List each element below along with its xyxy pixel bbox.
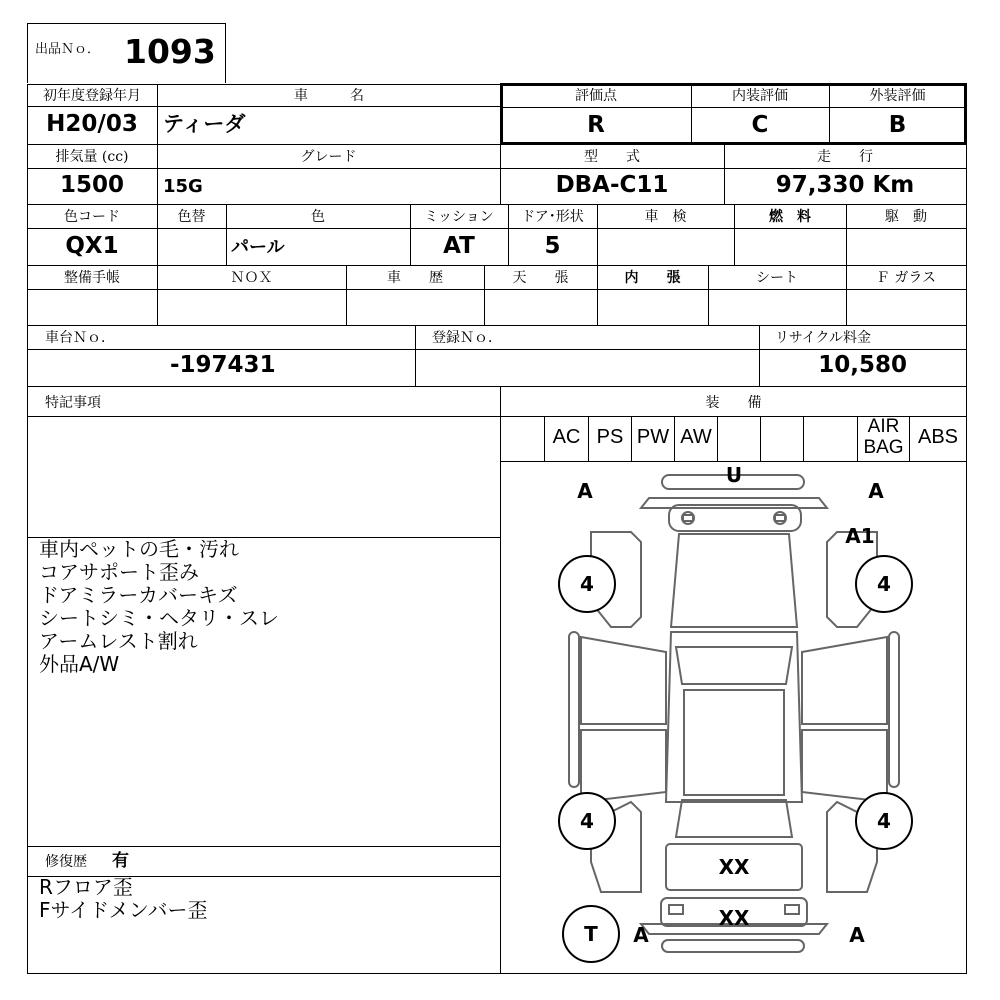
mark-trunk-xx: XX — [718, 855, 750, 879]
displacement-value: 1500 — [59, 172, 124, 198]
car-name-label: 車 名 — [294, 88, 364, 104]
equipment-pw: PW — [636, 426, 670, 448]
equipment-ac: AC — [552, 426, 581, 448]
note-line: 車内ペットの毛・汚れ — [39, 537, 239, 561]
fuel-label: 燃 料 — [769, 209, 811, 225]
chassis-label: 車台Ｎｏ． — [45, 330, 115, 346]
door-label: ドア･形状 — [521, 209, 584, 225]
nox-label: ＮＯＸ — [230, 270, 273, 286]
lot-number: 1093 — [124, 32, 216, 71]
repair-label: 修復歴 — [45, 854, 87, 870]
grade-value: 15G — [163, 176, 203, 197]
inspection-label: 車 検 — [644, 209, 687, 225]
tire-rear-right: 4 — [855, 792, 913, 850]
notes-label: 特記事項 — [45, 395, 101, 411]
note-line: ドアミラーカバーキズ — [39, 583, 238, 607]
maintenance-label: 整備手帳 — [64, 270, 120, 286]
car-name-value: ティーダ — [163, 112, 246, 136]
door-value: 5 — [544, 233, 561, 259]
mark-front-right-a: A — [868, 479, 884, 503]
color-code-label: 色コード — [64, 209, 120, 225]
grade-label: グレード — [300, 149, 357, 165]
interior-trim-label: 内 張 — [624, 270, 681, 286]
equipment-abs: ABS — [917, 426, 959, 448]
note-line: シートシミ・ヘタリ・スレ — [39, 606, 279, 630]
score-label: 評価点 — [575, 88, 617, 104]
drive-label: 駆 動 — [885, 209, 927, 225]
mark-right-fender-a1: A1 — [845, 524, 875, 548]
tire-front-right: 4 — [855, 555, 913, 613]
car-diagram — [501, 462, 966, 973]
equipment-ps: PS — [596, 426, 624, 448]
equipment-airbag: AIR BAG — [863, 416, 904, 458]
mileage-value: 97,330 Km — [775, 172, 915, 198]
color-change-label: 色替 — [177, 209, 206, 225]
repair-value: 有 — [112, 851, 129, 871]
lot-label: 出品Ｎｏ． — [35, 42, 101, 57]
mileage-label: 走 行 — [817, 149, 873, 165]
spare-tire: T — [562, 905, 620, 963]
recycle-value: 10,580 — [818, 352, 907, 378]
interior-value: C — [751, 112, 769, 138]
color-code-value: QX1 — [65, 233, 119, 259]
mark-front-u: U — [725, 463, 743, 487]
recycle-label: リサイクル料金 — [775, 330, 872, 346]
displacement-label: 排気量 (cc) — [55, 149, 129, 165]
repair-line: Fサイドメンバー歪 — [39, 898, 208, 922]
color-label: 色 — [311, 209, 325, 225]
note-line: アームレスト割れ — [39, 629, 198, 653]
interior-label: 内装評価 — [732, 88, 788, 104]
history-label: 車 歴 — [387, 270, 443, 286]
exterior-value: B — [888, 112, 907, 138]
mission-label: ミッション — [424, 209, 494, 225]
color-value: パール — [231, 237, 285, 258]
equipment-aw: AW — [680, 426, 712, 448]
first-reg-label: 初年度登録年月 — [43, 88, 141, 104]
chassis-value: -197431 — [170, 352, 276, 378]
mark-front-left-a: A — [577, 479, 593, 503]
model-label: 型 式 — [584, 149, 640, 165]
mark-rear-right-a: A — [849, 923, 865, 947]
mark-rear-bumper-xx: XX — [718, 906, 750, 930]
reg-no-label: 登録Ｎｏ． — [432, 330, 502, 346]
seat-label: シート — [756, 270, 798, 286]
roof-label: 天 張 — [512, 270, 569, 286]
tire-rear-left: 4 — [558, 792, 616, 850]
mark-rear-left-a: A — [633, 923, 649, 947]
exterior-label: 外装評価 — [869, 88, 926, 104]
first-reg-value: H20/03 — [46, 111, 138, 137]
note-line: 外品A/W — [39, 652, 120, 676]
score-value: R — [587, 112, 605, 138]
repair-line: Rフロア歪 — [39, 875, 133, 899]
tire-front-left: 4 — [558, 555, 616, 613]
model-value: DBA-C11 — [555, 172, 669, 198]
glass-label: Ｆ ガラス — [875, 270, 937, 286]
mission-value: AT — [443, 233, 475, 259]
note-line: コアサポート歪み — [39, 560, 199, 584]
equipment-label: 装 備 — [705, 395, 762, 411]
